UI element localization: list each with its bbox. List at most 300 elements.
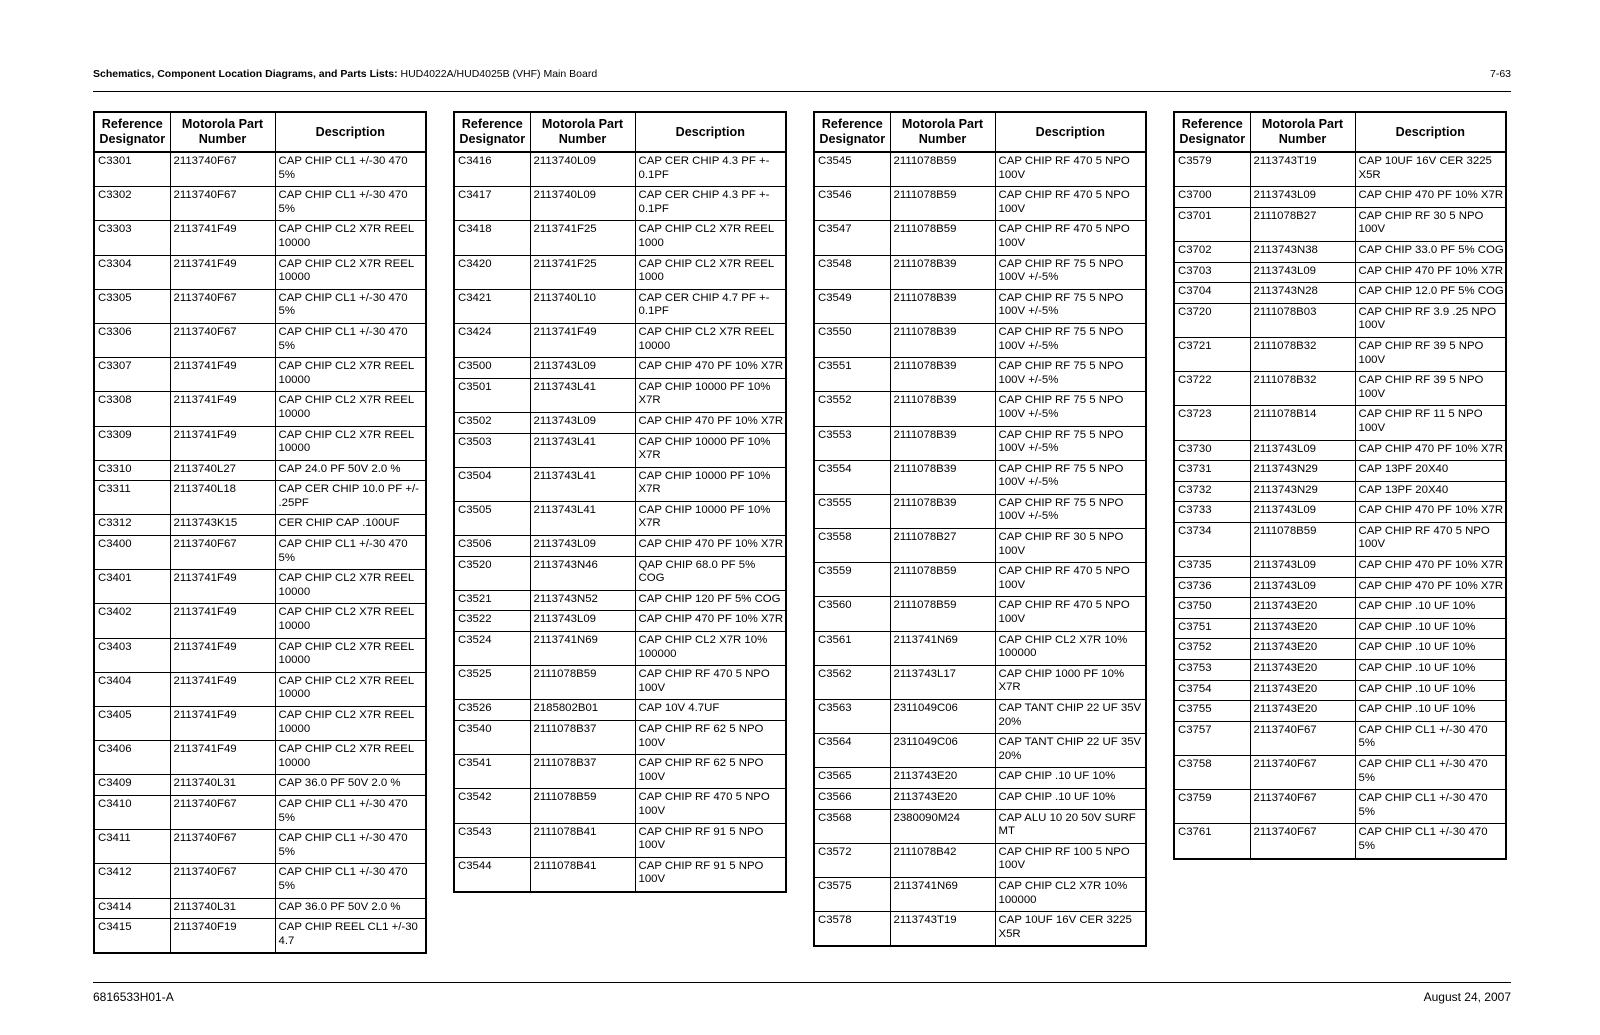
- reference-designator: C3703: [1174, 262, 1250, 283]
- table-row: [814, 221, 1146, 255]
- part-number: 2113743L09: [1250, 577, 1355, 598]
- description: CAP CHIP CL1 +/-30 470 5%: [1355, 756, 1506, 790]
- part-number: 2113740L31: [170, 898, 275, 919]
- description: CAP CHIP 470 PF 10% X7R: [635, 358, 786, 379]
- reference-designator: C3547: [814, 221, 890, 255]
- description: CAP CHIP RF 91 5 NPO 100V: [635, 823, 786, 857]
- table-row: [814, 187, 1146, 221]
- table-row: [94, 221, 426, 255]
- column-header-part-number: Motorola Part Number: [170, 112, 275, 152]
- reference-designator: C3564: [814, 734, 890, 768]
- table-row: [94, 604, 426, 638]
- description: CAP CHIP RF 470 5 NPO 100V: [995, 221, 1146, 255]
- description: CAP CHIP RF 75 5 NPO 100V +/-5%: [995, 289, 1146, 323]
- table-row: [1174, 721, 1506, 755]
- table-row: [94, 426, 426, 460]
- reference-designator: C3505: [454, 501, 530, 535]
- reference-designator: C3761: [1174, 824, 1250, 859]
- reference-designator: C3733: [1174, 502, 1250, 523]
- part-number: 2113743L09: [1250, 440, 1355, 461]
- part-number: 2111078B39: [890, 289, 995, 323]
- reference-designator: C3731: [1174, 461, 1250, 482]
- reference-designator: C3412: [94, 864, 170, 898]
- table-row: [94, 570, 426, 604]
- part-number: 2113741F49: [170, 358, 275, 392]
- reference-designator: C3735: [1174, 557, 1250, 578]
- part-number: 2113741F49: [170, 604, 275, 638]
- reference-designator: C3303: [94, 221, 170, 255]
- reference-designator: C3543: [454, 823, 530, 857]
- table-row: [814, 289, 1146, 323]
- reference-designator: C3417: [454, 187, 530, 221]
- table-row: [814, 734, 1146, 768]
- table-row: [814, 152, 1146, 187]
- description: CAP CHIP RF 91 5 NPO 100V: [635, 857, 786, 892]
- description: CAP CHIP CL2 X7R 10% 100000: [635, 632, 786, 666]
- publication-date: August 24, 2007: [1423, 990, 1511, 1004]
- description: CAP 10V 4.7UF: [635, 700, 786, 721]
- part-number: 2111078B39: [890, 460, 995, 494]
- part-number: 2113741N69: [890, 877, 995, 911]
- column-header-reference: Reference Designator: [454, 112, 530, 152]
- part-number: 2185802B01: [530, 700, 635, 721]
- table-row: [1174, 241, 1506, 262]
- page-number: 7-63: [1489, 68, 1511, 80]
- description: CAP CHIP CL2 X7R REEL 10000: [275, 741, 426, 775]
- table-row: [1174, 337, 1506, 371]
- description: CAP CHIP 470 PF 10% X7R: [1355, 557, 1506, 578]
- reference-designator: C3402: [94, 604, 170, 638]
- table-row: [94, 289, 426, 323]
- description: CAP CHIP CL2 X7R REEL 1000: [635, 221, 786, 255]
- reference-designator: C3732: [1174, 481, 1250, 502]
- part-number: 2113740F67: [170, 536, 275, 570]
- parts-table-2: [453, 111, 787, 893]
- reference-designator: C3554: [814, 460, 890, 494]
- reference-designator: C3524: [454, 632, 530, 666]
- reference-designator: C3720: [1174, 303, 1250, 337]
- description: CAP CHIP RF 75 5 NPO 100V +/-5%: [995, 323, 1146, 357]
- table-row: [814, 912, 1146, 947]
- reference-designator: C3551: [814, 358, 890, 392]
- reference-designator: C3566: [814, 788, 890, 809]
- description: CAP TANT CHIP 22 UF 35V 20%: [995, 734, 1146, 768]
- reference-designator: C3541: [454, 755, 530, 789]
- reference-designator: C3560: [814, 597, 890, 631]
- table-row: [1174, 639, 1506, 660]
- table-row: [94, 707, 426, 741]
- part-number: 2113743L09: [530, 358, 635, 379]
- reference-designator: C3579: [1174, 152, 1250, 187]
- table-row: [814, 877, 1146, 911]
- part-number: 2113743L09: [1250, 502, 1355, 523]
- reference-designator: C3411: [94, 830, 170, 864]
- table-row: [814, 788, 1146, 809]
- table-row: [814, 665, 1146, 699]
- reference-designator: C3550: [814, 323, 890, 357]
- description: CAP CHIP RF 62 5 NPO 100V: [635, 755, 786, 789]
- description: CAP 24.0 PF 50V 2.0 %: [275, 460, 426, 481]
- description: CAP CHIP CL2 X7R REEL 10000: [635, 323, 786, 357]
- description: CAP CHIP CL2 X7R REEL 10000: [275, 672, 426, 706]
- reference-designator: C3752: [1174, 639, 1250, 660]
- part-number: 2113743L09: [1250, 262, 1355, 283]
- description: CAP CHIP 12.0 PF 5% COG: [1355, 283, 1506, 304]
- table-row: [1174, 207, 1506, 241]
- table-row: [1174, 262, 1506, 283]
- part-number: 2113740F19: [170, 919, 275, 954]
- part-number: 2111078B14: [1250, 406, 1355, 440]
- reference-designator: C3306: [94, 323, 170, 357]
- reference-designator: C3312: [94, 515, 170, 536]
- table-row: [454, 857, 786, 892]
- table-row: [1174, 660, 1506, 681]
- part-number: 2113740F67: [170, 864, 275, 898]
- description: CAP CHIP .10 UF 10%: [1355, 618, 1506, 639]
- description: CAP CER CHIP 10.0 PF +/- .25PF: [275, 481, 426, 515]
- description: CAP CHIP CL2 X7R REEL 10000: [275, 426, 426, 460]
- description: CAP 13PF 20X40: [1355, 461, 1506, 482]
- table-row: [94, 536, 426, 570]
- part-number: 2113741F49: [170, 741, 275, 775]
- description: CAP CHIP CL1 +/-30 470 5%: [1355, 790, 1506, 824]
- parts-table-3: [813, 111, 1147, 947]
- description: CAP CHIP .10 UF 10%: [1355, 701, 1506, 722]
- part-number: 2113743E20: [1250, 701, 1355, 722]
- description: CAP CHIP CL2 X7R REEL 1000: [635, 255, 786, 289]
- reference-designator: C3526: [454, 700, 530, 721]
- column-header-part-number: Motorola Part Number: [890, 112, 995, 152]
- table-row: [94, 515, 426, 536]
- column-header-description: Description: [995, 112, 1146, 152]
- table-row: [1174, 598, 1506, 619]
- reference-designator: C3301: [94, 152, 170, 187]
- part-number: 2113743L41: [530, 467, 635, 501]
- part-number: 2113741F49: [170, 570, 275, 604]
- description: CAP CHIP .10 UF 10%: [995, 768, 1146, 789]
- part-number: 2113741F49: [170, 392, 275, 426]
- column-header-description: Description: [275, 112, 426, 152]
- part-number: 2113743E20: [890, 768, 995, 789]
- reference-designator: C3722: [1174, 372, 1250, 406]
- table-row: [454, 467, 786, 501]
- part-number: 2113743L09: [530, 536, 635, 557]
- column-header-part-number: Motorola Part Number: [1250, 112, 1355, 152]
- table-row: [814, 426, 1146, 460]
- part-number: 2113740F67: [170, 830, 275, 864]
- reference-designator: C3754: [1174, 680, 1250, 701]
- reference-designator: C3723: [1174, 406, 1250, 440]
- title-bold: Schematics, Component Location Diagrams, and Parts Lists:: [93, 68, 398, 80]
- reference-designator: C3700: [1174, 187, 1250, 208]
- part-number: 2111078B37: [530, 721, 635, 755]
- reference-designator: C3404: [94, 672, 170, 706]
- part-number: 2113743T19: [1250, 152, 1355, 187]
- table-row: [454, 666, 786, 700]
- description: CAP CHIP RF 75 5 NPO 100V +/-5%: [995, 392, 1146, 426]
- column-header-part-number: Motorola Part Number: [530, 112, 635, 152]
- table-row: [94, 864, 426, 898]
- description: CAP TANT CHIP 22 UF 35V 20%: [995, 700, 1146, 734]
- description: CAP CHIP RF 30 5 NPO 100V: [995, 529, 1146, 563]
- reference-designator: C3565: [814, 768, 890, 789]
- part-number: 2113743L41: [530, 501, 635, 535]
- part-number: 2113743N52: [530, 590, 635, 611]
- table-row: [1174, 502, 1506, 523]
- reference-designator: C3409: [94, 775, 170, 796]
- reference-designator: C3545: [814, 152, 890, 187]
- parts-table-4: [1173, 111, 1507, 860]
- description: CAP CHIP RF 470 5 NPO 100V: [995, 597, 1146, 631]
- part-number: 2111078B59: [530, 789, 635, 823]
- table-row: [814, 597, 1146, 631]
- description: CAP CHIP RF 470 5 NPO 100V: [995, 563, 1146, 597]
- table-row: [814, 843, 1146, 877]
- column-header-reference: Reference Designator: [94, 112, 170, 152]
- part-number: 2113741F49: [170, 707, 275, 741]
- reference-designator: C3503: [454, 433, 530, 467]
- description: CAP CHIP CL2 X7R REEL 10000: [275, 570, 426, 604]
- part-number: 2111078B39: [890, 494, 995, 528]
- table-row: [1174, 406, 1506, 440]
- part-number: 2111078B39: [890, 358, 995, 392]
- part-number: 2113743L09: [530, 412, 635, 433]
- part-number: 2113743T19: [890, 912, 995, 947]
- reference-designator: C3521: [454, 590, 530, 611]
- description: CAP CHIP CL1 +/-30 470 5%: [275, 152, 426, 187]
- description: QAP CHIP 68.0 PF 5% COG: [635, 556, 786, 590]
- part-number: 2111078B59: [890, 152, 995, 187]
- column-header-reference: Reference Designator: [1174, 112, 1250, 152]
- reference-designator: C3561: [814, 631, 890, 665]
- reference-designator: C3304: [94, 255, 170, 289]
- description: CAP CHIP CL2 X7R REEL 10000: [275, 255, 426, 289]
- reference-designator: C3414: [94, 898, 170, 919]
- reference-designator: C3546: [814, 187, 890, 221]
- description: CAP CHIP RF 75 5 NPO 100V +/-5%: [995, 255, 1146, 289]
- part-number: 2113740L09: [530, 152, 635, 187]
- description: CAP CHIP 10000 PF 10% X7R: [635, 433, 786, 467]
- description: CAP CHIP CL2 X7R REEL 10000: [275, 358, 426, 392]
- reference-designator: C3568: [814, 809, 890, 843]
- table-row: [94, 323, 426, 357]
- reference-designator: C3559: [814, 563, 890, 597]
- part-number: 2113743K15: [170, 515, 275, 536]
- table-row: [454, 556, 786, 590]
- description: CAP CER CHIP 4.3 PF +- 0.1PF: [635, 152, 786, 187]
- table-row: [454, 323, 786, 357]
- column-header-reference: Reference Designator: [814, 112, 890, 152]
- description: CAP CHIP 470 PF 10% X7R: [635, 611, 786, 632]
- table-row: [94, 481, 426, 515]
- description: CAP CHIP CL1 +/-30 470 5%: [1355, 721, 1506, 755]
- part-number: 2113743L17: [890, 665, 995, 699]
- part-number: 2113740L31: [170, 775, 275, 796]
- part-number: 2113740L10: [530, 289, 635, 323]
- reference-designator: C3572: [814, 843, 890, 877]
- table-row: [94, 152, 426, 187]
- description: CAP CHIP RF 75 5 NPO 100V +/-5%: [995, 460, 1146, 494]
- part-number: 2111078B59: [890, 597, 995, 631]
- title-rest: HUD4022A/HUD4025B (VHF) Main Board: [400, 68, 598, 80]
- table-row: [94, 830, 426, 864]
- table-row: [1174, 577, 1506, 598]
- table-row: [1174, 790, 1506, 824]
- part-number: 2113741F25: [530, 221, 635, 255]
- part-number: 2113741F25: [530, 255, 635, 289]
- description: CAP CHIP CL1 +/-30 470 5%: [275, 536, 426, 570]
- part-number: 2113743E20: [890, 788, 995, 809]
- part-number: 2111078B32: [1250, 337, 1355, 371]
- description: CAP CHIP 470 PF 10% X7R: [1355, 262, 1506, 283]
- table-row: [1174, 701, 1506, 722]
- reference-designator: C3305: [94, 289, 170, 323]
- part-number: 2380090M24: [890, 809, 995, 843]
- table-row: [454, 152, 786, 187]
- part-number: 2113743E20: [1250, 680, 1355, 701]
- table-row: [94, 672, 426, 706]
- reference-designator: C3552: [814, 392, 890, 426]
- part-number: 2113740F67: [170, 323, 275, 357]
- table-row: [454, 611, 786, 632]
- description: CER CHIP CAP .100UF: [275, 515, 426, 536]
- table-row: [814, 809, 1146, 843]
- table-row: [454, 536, 786, 557]
- part-number: 2111078B39: [890, 323, 995, 357]
- reference-designator: C3730: [1174, 440, 1250, 461]
- description: CAP CHIP CL1 +/-30 470 5%: [275, 795, 426, 829]
- reference-designator: C3751: [1174, 618, 1250, 639]
- part-number: 2113743L41: [530, 433, 635, 467]
- table-row: [94, 775, 426, 796]
- description: CAP CHIP .10 UF 10%: [995, 788, 1146, 809]
- description: CAP CHIP RF 470 5 NPO 100V: [1355, 522, 1506, 556]
- reference-designator: C3501: [454, 378, 530, 412]
- part-number: 2113741F49: [170, 638, 275, 672]
- reference-designator: C3504: [454, 467, 530, 501]
- reference-designator: C3701: [1174, 207, 1250, 241]
- document-number: 6816533H01-A: [93, 990, 174, 1004]
- reference-designator: C3578: [814, 912, 890, 947]
- reference-designator: C3562: [814, 665, 890, 699]
- part-number: 2111078B59: [1250, 522, 1355, 556]
- table-row: [94, 795, 426, 829]
- table-row: [454, 700, 786, 721]
- part-number: 2113743L41: [530, 378, 635, 412]
- part-number: 2111078B41: [530, 857, 635, 892]
- description: CAP CHIP CL1 +/-30 470 5%: [275, 830, 426, 864]
- table-row: [94, 392, 426, 426]
- table-row: [1174, 618, 1506, 639]
- part-number: 2113740F67: [1250, 824, 1355, 859]
- description: CAP CHIP CL1 +/-30 470 5%: [275, 323, 426, 357]
- reference-designator: C3759: [1174, 790, 1250, 824]
- description: CAP CHIP RF 75 5 NPO 100V +/-5%: [995, 494, 1146, 528]
- reference-designator: C3415: [94, 919, 170, 954]
- reference-designator: C3307: [94, 358, 170, 392]
- reference-designator: C3525: [454, 666, 530, 700]
- part-number: 2111078B59: [890, 187, 995, 221]
- part-number: 2113743L09: [530, 611, 635, 632]
- table-row: [814, 358, 1146, 392]
- header-rule: [93, 91, 1511, 92]
- description: CAP CHIP CL2 X7R 10% 100000: [995, 631, 1146, 665]
- description: CAP CHIP REEL CL1 +/-30 4.7: [275, 919, 426, 954]
- description: CAP CHIP 10000 PF 10% X7R: [635, 501, 786, 535]
- reference-designator: C3410: [94, 795, 170, 829]
- document-title: [93, 68, 597, 80]
- description: CAP CHIP 1000 PF 10% X7R: [995, 665, 1146, 699]
- reference-designator: C3753: [1174, 660, 1250, 681]
- part-number: 2111078B27: [1250, 207, 1355, 241]
- reference-designator: C3553: [814, 426, 890, 460]
- description: CAP CHIP .10 UF 10%: [1355, 598, 1506, 619]
- part-number: 2113743E20: [1250, 639, 1355, 660]
- table-row: [1174, 283, 1506, 304]
- table-row: [454, 255, 786, 289]
- table-row: [454, 221, 786, 255]
- table-row: [814, 255, 1146, 289]
- description: CAP CHIP RF 3.9 .25 NPO 100V: [1355, 303, 1506, 337]
- table-row: [1174, 461, 1506, 482]
- reference-designator: C3310: [94, 460, 170, 481]
- description: CAP CHIP RF 30 5 NPO 100V: [1355, 207, 1506, 241]
- description: CAP CER CHIP 4.3 PF +- 0.1PF: [635, 187, 786, 221]
- table-row: [454, 823, 786, 857]
- part-number: 2113740F67: [1250, 721, 1355, 755]
- reference-designator: C3734: [1174, 522, 1250, 556]
- page-header: [93, 68, 1511, 80]
- description: CAP 10UF 16V CER 3225 X5R: [995, 912, 1146, 947]
- part-number: 2113740F67: [170, 289, 275, 323]
- reference-designator: C3400: [94, 536, 170, 570]
- table-row: [454, 501, 786, 535]
- part-number: 2311049C06: [890, 700, 995, 734]
- part-number: 2113740L27: [170, 460, 275, 481]
- part-number: 2111078B37: [530, 755, 635, 789]
- part-number: 2111078B39: [890, 255, 995, 289]
- reference-designator: C3421: [454, 289, 530, 323]
- reference-designator: C3302: [94, 187, 170, 221]
- table-row: [454, 632, 786, 666]
- description: CAP CHIP CL2 X7R REEL 10000: [275, 392, 426, 426]
- description: CAP 36.0 PF 50V 2.0 %: [275, 775, 426, 796]
- table-row: [454, 721, 786, 755]
- description: CAP CHIP CL2 X7R 10% 100000: [995, 877, 1146, 911]
- description: CAP CHIP RF 75 5 NPO 100V +/-5%: [995, 358, 1146, 392]
- reference-designator: C3555: [814, 494, 890, 528]
- description: CAP CHIP CL2 X7R REEL 10000: [275, 604, 426, 638]
- reference-designator: C3540: [454, 721, 530, 755]
- reference-designator: C3758: [1174, 756, 1250, 790]
- description: CAP CER CHIP 4.7 PF +- 0.1PF: [635, 289, 786, 323]
- table-row: [1174, 187, 1506, 208]
- reference-designator: C3721: [1174, 337, 1250, 371]
- description: CAP CHIP RF 470 5 NPO 100V: [635, 789, 786, 823]
- parts-table-1: [93, 111, 427, 954]
- description: CAP 10UF 16V CER 3225 X5R: [1355, 152, 1506, 187]
- part-number: 2113743E20: [1250, 618, 1355, 639]
- part-number: 2113741N69: [530, 632, 635, 666]
- description: CAP CHIP RF 62 5 NPO 100V: [635, 721, 786, 755]
- table-row: [814, 563, 1146, 597]
- description: CAP CHIP 470 PF 10% X7R: [1355, 440, 1506, 461]
- reference-designator: C3522: [454, 611, 530, 632]
- table-row: [94, 358, 426, 392]
- part-number: 2111078B59: [530, 666, 635, 700]
- description: CAP CHIP RF 39 5 NPO 100V: [1355, 372, 1506, 406]
- description: CAP 36.0 PF 50V 2.0 %: [275, 898, 426, 919]
